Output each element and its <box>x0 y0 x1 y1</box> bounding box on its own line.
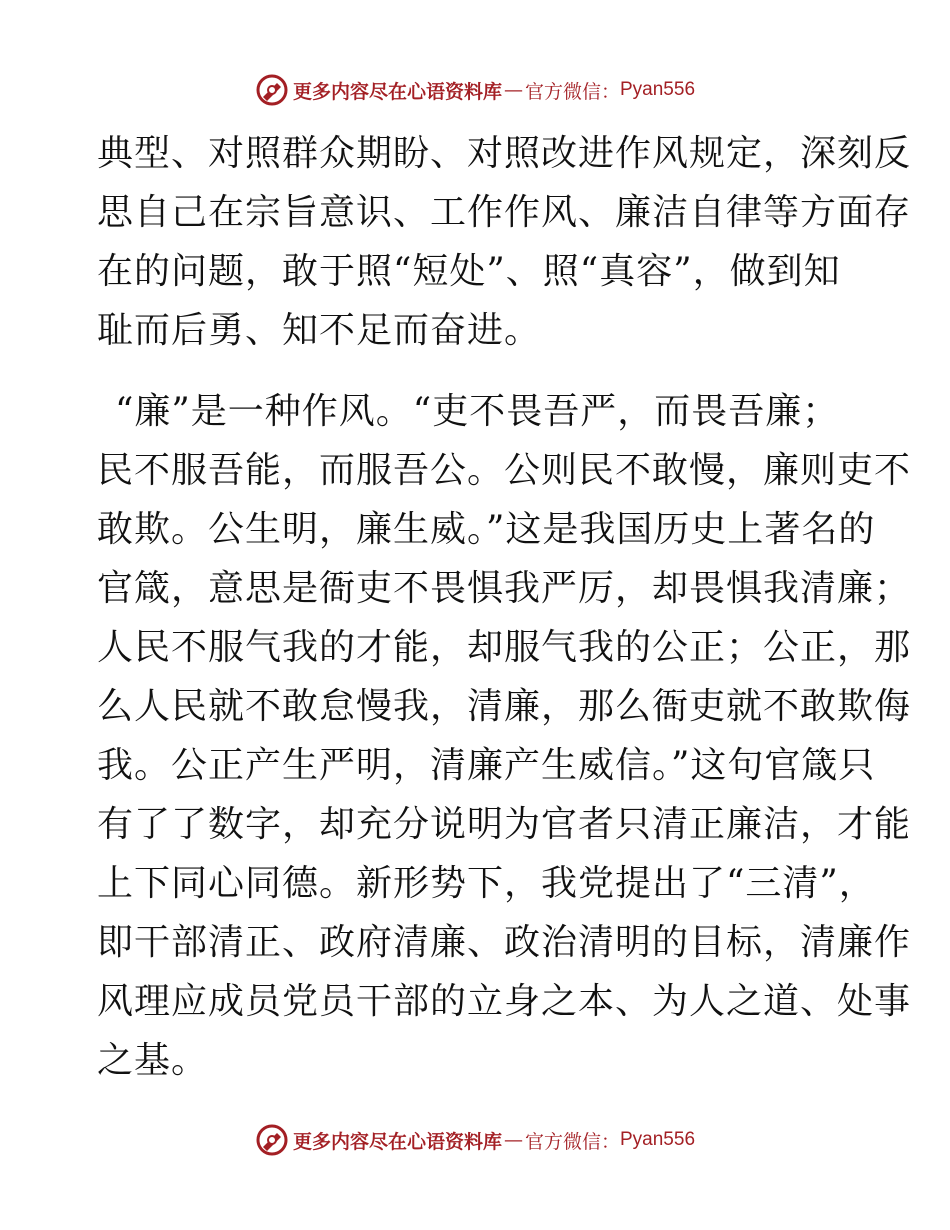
footer-banner <box>0 1120 950 1160</box>
text-line: 耻而后勇、知不足而奋进。 <box>97 310 542 351</box>
footer-title: 更多内容尽在心语资料库 <box>292 1130 502 1153</box>
footer-separator: — <box>503 1129 523 1151</box>
logo-icon <box>255 1123 289 1157</box>
text-line: 民不服吾能，而服吾公。公则民不敢慢，廉则吏不 <box>97 450 912 491</box>
text-line: 风理应成员党员干部的立身之本、为人之道、处事 <box>97 981 912 1022</box>
header-wechat-id: Pyan556 <box>620 79 696 100</box>
footer-wechat-id: Pyan556 <box>620 1129 696 1150</box>
text-line: 么人民就不敢怠慢我，清廉，那么衙吏就不敢欺侮 <box>97 686 912 727</box>
text-line: 我。公正产生严明，清廉产生威信。”这句官箴只 <box>97 745 876 786</box>
header-title: 更多内容尽在心语资料库 <box>292 80 502 103</box>
text-line: 即干部清正、政府清廉、政治清明的目标，清廉作 <box>97 922 912 963</box>
paragraph-2 <box>97 382 912 1090</box>
text-line: 思自己在宗旨意识、工作作风、廉洁自律等方面存 <box>97 192 912 233</box>
text-line: 典型、对照群众期盼、对照改进作风规定，深刻反 <box>97 133 912 174</box>
text-line: “廉”是一种作风。“吏不畏吾严，而畏吾廉； <box>115 391 840 432</box>
text-line: 敢欺。公生明，廉生威。”这是我国历史上著名的 <box>97 509 876 550</box>
header-banner <box>0 70 950 110</box>
header-official-label: 官方微信： <box>524 80 620 103</box>
text-line: 之基。 <box>97 1040 209 1081</box>
footer-official-label: 官方微信： <box>524 1130 620 1153</box>
text-line: 有了了数字，却充分说明为官者只清正廉洁，才能 <box>97 804 912 845</box>
text-line: 在的问题，敢于照“短处”、照“真容”，做到知 <box>97 251 841 292</box>
document-body <box>97 124 912 1090</box>
text-line: 官箴，意思是衙吏不畏惧我严厉，却畏惧我清廉； <box>97 568 912 609</box>
text-line: 上下同心同德。新形势下，我党提出了“三清”， <box>97 863 876 904</box>
text-line: 人民不服气我的才能，却服气我的公正；公正，那 <box>97 627 912 668</box>
header-separator: — <box>503 79 523 101</box>
paragraph-1 <box>97 124 912 360</box>
logo-icon <box>255 73 289 107</box>
